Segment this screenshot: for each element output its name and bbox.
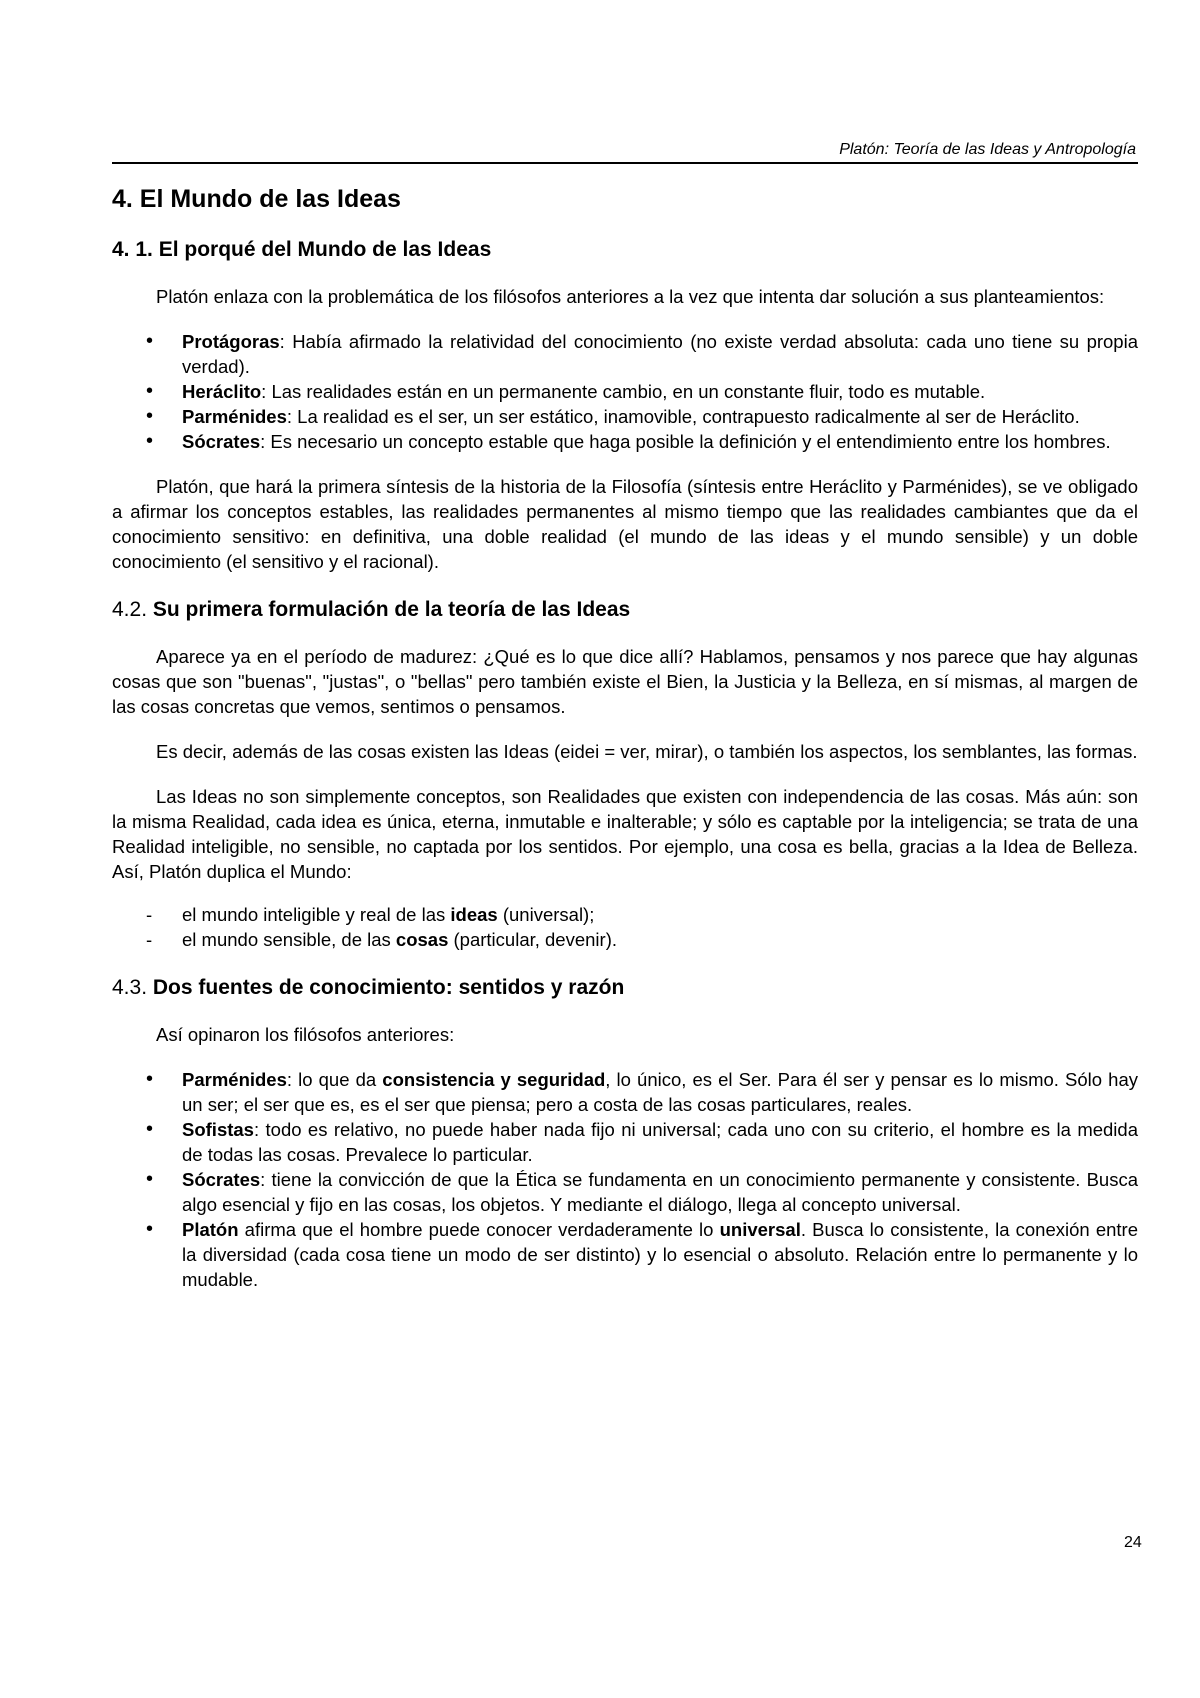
section-title: Dos fuentes de conocimiento: sentidos y razón xyxy=(152,976,625,999)
text: , lo único, es el Ser. Para él ser y pensar es lo mismo. Sólo hay un ser; el ser que es, es el ser que piensa; pero a costa de las cosas particulares, reales. xyxy=(182,1069,1138,1115)
term: Sofistas xyxy=(182,1119,254,1140)
text: el mundo sensible, de las xyxy=(182,929,396,950)
term: Sócrates xyxy=(182,431,261,452)
text: (particular, devenir). xyxy=(448,929,617,950)
emphasis: universal xyxy=(719,1219,801,1240)
definition: : Había afirmado la relatividad del conocimiento (no existe verdad absoluta: cada uno tiene su propia verdad). xyxy=(182,331,1138,377)
term: Parménides xyxy=(182,1069,287,1090)
definition: : La realidad es el ser, un ser estático, inamovible, contrapuesto radicalmente al ser de Heráclito. xyxy=(286,406,1080,427)
section-4-1-closing: Platón, que hará la primera síntesis de la historia de la Filosofía (síntesis entre Heráclito y Parménides), se ve obligado a afirmar los conceptos estables, las realidades permanentes al mismo tiempo que las realidades cambiantes que da el conocimiento sensitivo: en definitiva, una doble realidad (el mundo de las ideas y el mundo sensible) y un doble conocimiento (el sensitivo y el racional). xyxy=(112,476,1138,572)
worlds-list xyxy=(112,902,1138,952)
paragraph: Aparece ya en el período de madurez: ¿Qué es lo que dice allí? Hablamos, pensamos y nos parece que hay algunas cosas que son "buenas", "justas", o "bellas" pero también existe el Bien, la Justicia y la Belleza, en sí mismas, al margen de las cosas concretas que vemos, sentimos o pensamos. xyxy=(112,646,1138,717)
text: : todo es relativo, no puede haber nada fijo ni universal; cada uno con su criterio, el hombre es la medida de todas las cosas. Prevalece lo particular. xyxy=(182,1119,1138,1165)
section-4-3-intro: Así opinaron los filósofos anteriores: xyxy=(156,1024,455,1045)
term: Sócrates xyxy=(182,1169,261,1190)
list-item xyxy=(112,1067,1138,1117)
running-header: Platón: Teoría de las Ideas y Antropología xyxy=(112,140,1138,164)
philosophers-list xyxy=(112,329,1138,454)
list-item xyxy=(112,1217,1138,1292)
section-4-1-intro: Platón enlaza con la problemática de los filósofos anteriores a la vez que intenta dar solución a sus planteamientos: xyxy=(156,286,1105,307)
list-item xyxy=(112,329,1138,379)
knowledge-sources-list xyxy=(112,1067,1138,1292)
section-title: Su primera formulación de la teoría de las Ideas xyxy=(152,598,631,621)
definition: : Las realidades están en un permanente cambio, en un constante fluir, todo es mutable. xyxy=(261,381,986,402)
term: Protágoras xyxy=(182,331,280,352)
text: : lo que da xyxy=(286,1069,383,1090)
list-item xyxy=(112,1117,1138,1167)
text: (universal); xyxy=(497,904,595,925)
list-item xyxy=(112,429,1138,454)
text: afirma que el hombre puede conocer verdaderamente lo xyxy=(238,1219,720,1240)
term: Heráclito xyxy=(182,381,262,402)
section-heading-4-3 xyxy=(112,974,1138,1002)
page-number: 24 xyxy=(1124,1534,1142,1551)
list-item xyxy=(112,404,1138,429)
list-item xyxy=(112,902,1138,927)
term: Platón xyxy=(182,1219,239,1240)
emphasis: consistencia y seguridad xyxy=(382,1069,606,1090)
emphasis: cosas xyxy=(395,929,449,950)
term: Parménides xyxy=(182,406,287,427)
paragraph: Las Ideas no son simplemente conceptos, son Realidades que existen con independencia de las cosas. Más aún: son la misma Realidad, cada idea es única, eterna, inmutable e inalterable; y sólo es captable por la inteligencia; se trata de una Realidad inteligible, no sensible, no captada por los sentidos. Por ejemplo, una cosa es bella, gracias a la Idea de Belleza. Así, Platón duplica el Mundo: xyxy=(112,786,1138,882)
section-number: 4.3. xyxy=(112,976,148,999)
section-number: 4.2. xyxy=(112,598,148,621)
text: : tiene la convicción de que la Ética se fundamenta en un conocimiento permanente y consistente. Busca algo esencial y fijo en las cosas, los objetos. Y mediante el diálogo, llega al concepto universal. xyxy=(182,1169,1138,1215)
section-heading-4-1: 4. 1. El porqué del Mundo de las Ideas xyxy=(112,238,492,261)
chapter-title: 4. El Mundo de las Ideas xyxy=(112,185,401,213)
definition: : Es necesario un concepto estable que haga posible la definición y el entendimiento entre los hombres. xyxy=(260,431,1111,452)
section-heading-4-2 xyxy=(112,596,1138,624)
list-item xyxy=(112,927,1138,952)
list-item xyxy=(112,379,1138,404)
text: . Busca lo consistente, la conexión entre la diversidad (cada cosa tiene un modo de ser distinto) y lo esencial o absoluto. Relación entre lo permanente y lo mudable. xyxy=(182,1219,1139,1290)
list-item xyxy=(112,1167,1138,1217)
page-content xyxy=(112,140,1138,1292)
paragraph: Es decir, además de las cosas existen las Ideas (eidei = ver, mirar), o también los aspectos, los semblantes, las formas. xyxy=(156,741,1138,762)
text: el mundo inteligible y real de las xyxy=(182,904,451,925)
emphasis: ideas xyxy=(450,904,498,925)
